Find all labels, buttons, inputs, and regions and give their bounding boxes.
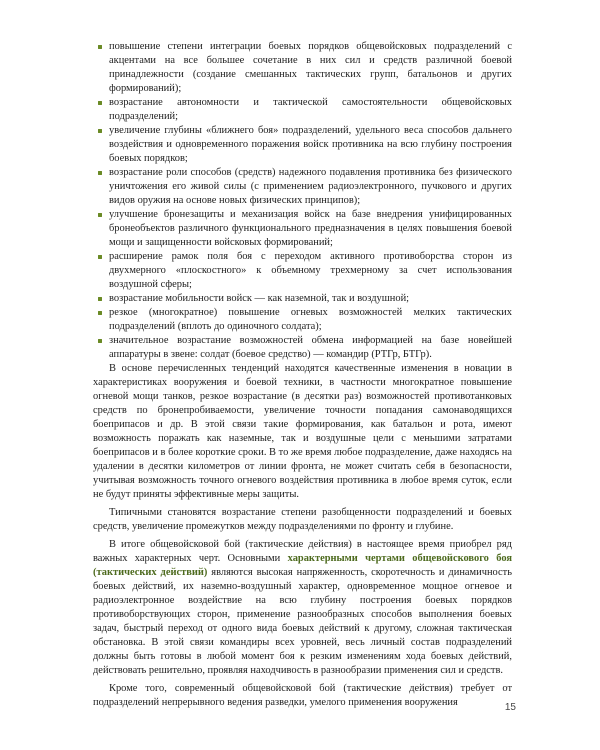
list-item: повышение степени интеграции боевых порядков общевойсковых подразделений с акцентами на все большее сочетание в них сил и средств различной боевой принадлежности (создание смешанных тактических групп, батальонов и других формирований); [93,40,512,96]
list-item: улучшение бронезащиты и механизация войск на базе внедрения унифицированных бронеобъектов различного функционального предназначения в целях повышения боевой мощи и защищенности войсковых формирований; [93,208,512,250]
paragraph-dispersion: Типичными становятся возрастание степени разобщенности подразделений и боевых средств, увеличение промежутков между подразделениями по фронту и глубине. [93,507,512,532]
square-bullet-icon [98,297,102,301]
page-number: 15 [504,702,516,713]
highlighted-term: характерными чертами общевойскового боя (тактических действий) [93,553,512,578]
square-bullet-icon [98,255,102,259]
square-bullet-icon [98,129,102,133]
paragraph-requirements: Кроме того, современный общевойсковой бой (тактические действия) требует от подразделений непрерывного ведения разведки, умелого применения вооружения [93,683,512,708]
list-item: расширение рамок поля боя с переходом активного противоборства сторон из двухмерного «плоскостного» к объемному трехмерному за счет использования воздушной сферы; [93,250,512,292]
list-item: значительное возрастание возможностей обмена информацией на базе новейшей аппаратуры в звене: солдат (боевое средство) — командир (РТГр, БТГр). [93,334,512,362]
list-item: возрастание автономности и тактической самостоятельности общевойсковых подразделений; [93,96,512,124]
list-item: возрастание мобильности войск — как наземной, так и воздушной; [93,292,512,306]
bullet-list [93,40,512,362]
square-bullet-icon [98,101,102,105]
square-bullet-icon [98,339,102,343]
text-column [93,40,512,714]
list-item: резкое (многократное) повышение огневых возможностей мелких тактических подразделений (вплоть до одиночного солдата); [93,306,512,334]
square-bullet-icon [98,171,102,175]
square-bullet-icon [98,311,102,315]
square-bullet-icon [98,45,102,49]
square-bullet-icon [98,213,102,217]
paragraph-trends: В основе перечисленных тенденций находятся качественные изменения в новации в характеристиках вооружения и боевой техники, в частности многократное повышение огневой мощи танков, резкое возрастание (в десятки раз) возможностей противотанковых средств по бронепробиваемости, увеличение точности попадания самонаводящихся боеприпасов и др. В этой связи такие формирования, как батальон и рота, имеют возможность поражать как наземные, так и воздушные цели с меньшими затратами боеприпасов и в более короткие сроки. В то же время любое подразделение, даже находясь на удалении в десятки километров от линии фронта, не может считать себя в безопасности, учитывая возможность точного огневого воздействия противника в любое время суток, если не будут приняты эффективные меры защиты. [93,363,512,500]
list-item: возрастание роли способов (средств) надежного подавления противника без физического уничтожения его живой силы (с применением радиоэлектронного, пучкового и других видов оружия на основе новых физических принципов); [93,166,512,208]
paragraph-characteristics: В итоге общевойсковой бой (тактические действия) в настоящее время приобрел ряд важных характерных черт. Основными характерными чертами общевойскового боя (тактических действий) являются высокая напряженность, скоротечность и динамичность боевых действий, их наземно-воздушный характер, одновременное мощное огневое и радиоэлектронное воздействие на всю глубину построения боевых порядков противоборствующих сторон, применение разнообразных способов выполнения боевых задач, быстрый переход от одного вида боевых действий к другому, сложная тактическая обстановка. В этой связи командиры всех уровней, весь личный состав подразделений должны быть готовы в любой момент боя к резким изменениям хода боевых действий, действовать решительно, проявляя находчивость в разнообразии применения сил и средств. [93,539,512,676]
list-item: увеличение глубины «ближнего боя» подразделений, удельного веса способов дальнего воздействия и одновременного поражения войск противника на всю глубину построения боевых порядков; [93,124,512,166]
